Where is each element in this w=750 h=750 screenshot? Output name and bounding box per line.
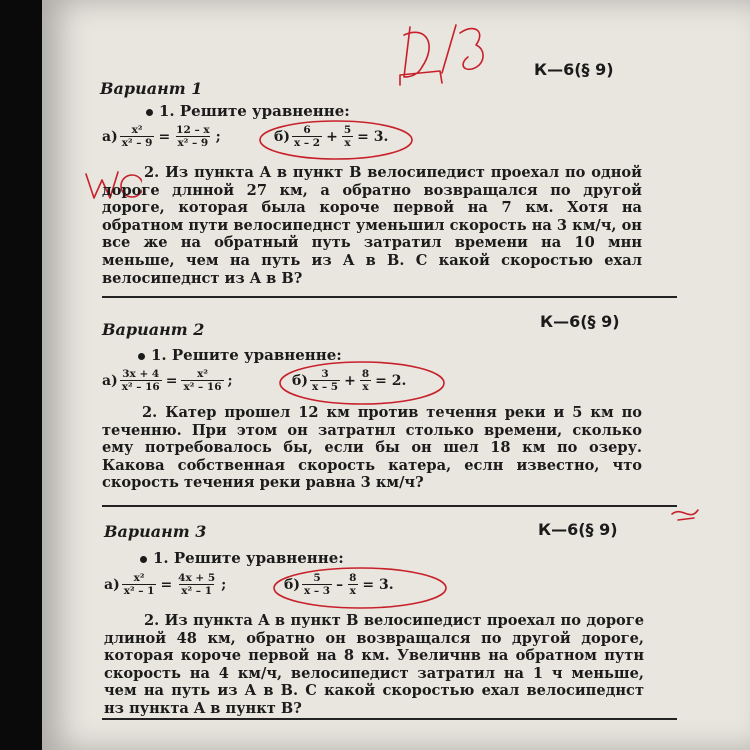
textbook-page	[42, 0, 750, 750]
fraction: $\frac{5}{x}$	[343, 124, 352, 149]
divider	[102, 296, 677, 298]
task2-text: 2. Из пункта A в пункт B велосипедист проехал по одной дороге длнной 27 км, а обратно возвращался по другой дороге, которая была короче первой на 7 км. Хотя на обратном пути велосипеднст уменьшил скорость на 3 км/ч, он все же на обратный путь затратил времени на 10 мнн меньше, чем на путь из A в B. С какой скоростью ехал велосипеднст из A в B?	[102, 164, 642, 287]
fraction: $\frac{8}{x}$	[361, 368, 370, 393]
bullet-icon	[146, 109, 153, 116]
fraction: $\frac{\text{x²}}{\text{x² – 1}}$	[123, 572, 155, 597]
variant-title: Вариант 1	[100, 79, 203, 98]
section-code: К—6(§ 9)	[540, 312, 620, 331]
label-b: б)	[284, 576, 300, 593]
equation-b: б) $\frac{6}{x - 2}$ + $\frac{5}{x}$ = 3.	[274, 124, 389, 149]
fraction: $\frac{3}{x - 5}$	[311, 368, 339, 393]
label-a: а)	[102, 128, 118, 145]
section-code: К—6(§ 9)	[534, 60, 614, 79]
task2-text: 2. Катер прошел 12 км против течення реки и 5 км по теченню. При этом он затратнл столько времени, сколько ему потребовалось бы, если бы он шел 18 км по озеру. Какова собственная скорость катера, еслн известно, что скорость течения реки равна 3 км/ч?	[102, 404, 642, 492]
equation-b: б) $\frac{3}{x - 5}$ + $\frac{8}{x}$ = 2.	[292, 368, 407, 393]
fraction: $\frac{8}{x}$	[349, 572, 357, 597]
fraction: $\frac{5}{x - 3}$	[303, 572, 331, 597]
section-code: К—6(§ 9)	[538, 520, 618, 539]
fraction: $\frac{12 - x}{\text{x² – 9}}$	[176, 124, 210, 149]
equation-a: а) $\frac{\text{x²}}{\text{x² – 9}}$ = $\frac{12 - x}{\text{x² – 9}}$ ;	[102, 124, 221, 149]
red-circle-annotation	[256, 116, 416, 164]
label-a: а)	[104, 576, 120, 593]
label-b: б)	[292, 372, 308, 389]
equation-b: б) $\frac{5}{x - 3}$ – $\frac{8}{x}$ = 3.	[284, 572, 394, 597]
task1-heading: 1. Решите уравненне:	[140, 549, 344, 567]
task1-heading: 1. Решите уравненне:	[138, 346, 342, 364]
variant-title: Вариант 3	[104, 522, 207, 541]
equation-a: а) $\frac{\text{x²}}{\text{x² – 1}}$ = $\frac{4x + 5}{\text{x² – 1}}$ ;	[104, 572, 227, 597]
fraction: $\frac{6}{x - 2}$	[293, 124, 321, 149]
task2-text: 2. Из пункта A в пункт B велосипедист проехал по дороге длиной 48 км, обратно он возвращался по другой дороге, которая короче первой на 8 км. Увеличнв на обратном путн скорость на 4 км/ч, велосипедист затратил на 1 ч меньше, чем на путь из A в B. С какой скоростью ехал велосипеднст нз пункта A в пункт B?	[104, 612, 644, 717]
bullet-icon	[138, 353, 145, 360]
fraction: $\frac{\text{x²}}{\text{x² – 9}}$	[121, 124, 153, 149]
variant-title: Вариант 2	[102, 320, 205, 339]
handwritten-homework-mark	[382, 5, 502, 95]
bullet-icon	[140, 556, 147, 563]
equation-a: а) $\frac{3x + 4}{\text{x² – 16}}$ = $\frac{\text{x²}}{\text{x² – 16}}$ ;	[102, 368, 233, 393]
fraction: $\frac{3x + 4}{\text{x² – 16}}$	[121, 368, 160, 393]
fraction: $\frac{\text{x²}}{\text{x² – 16}}$	[183, 368, 222, 393]
divider	[102, 718, 677, 720]
label-b: б)	[274, 128, 290, 145]
red-circle-annotation	[276, 358, 448, 408]
task1-heading: 1. Решите уравненне:	[146, 102, 350, 120]
red-circle-annotation	[270, 564, 450, 612]
label-a: а)	[102, 372, 118, 389]
fraction: $\frac{4x + 5}{\text{x² – 1}}$	[178, 572, 216, 597]
divider	[102, 505, 677, 507]
